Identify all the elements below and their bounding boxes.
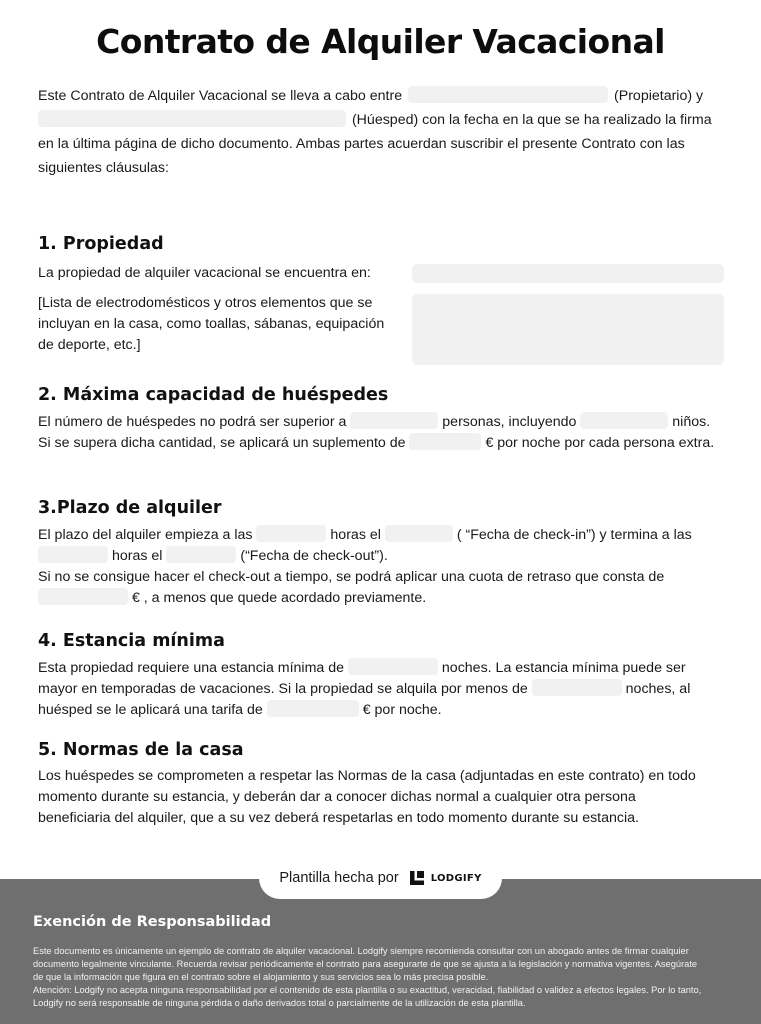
checkin-time-field[interactable]	[256, 525, 326, 542]
appliances-list-line-1: [Lista de electrodomésticos y otros elementos que se	[38, 295, 373, 311]
template-credit-label: Plantilla hecha por	[279, 870, 399, 886]
min-stay-text: € por noche.	[362, 702, 442, 718]
rental-period-line-4	[38, 588, 426, 609]
rental-period-line-2	[38, 546, 388, 567]
intro-line-3: en la última página de dicho documento. Ambas partes acuerdan suscribir el presente Contrato con las	[38, 136, 685, 152]
owner-name-field[interactable]	[408, 86, 608, 103]
disclaimer-line-5: Lodgify no será responsable de ninguna pérdida o daño derivados total o parcialmente de la utilización de esta plantilla.	[33, 998, 526, 1008]
disclaimer-line-3: de que la información que figura en el contrato sobre el alojamiento y sus servicios sea lo más precisa posible.	[33, 972, 489, 982]
rental-text: (“Fecha de check-out”).	[240, 548, 388, 564]
rental-period-line-3: Si no se consigue hacer el check-out a tiempo, se podrá aplicar una cuota de retraso que consta de	[38, 569, 665, 585]
min-stay-text: huésped se le aplicará una tarifa de	[38, 702, 263, 718]
minimum-stay-line-1	[38, 658, 686, 679]
intro-line-4: siguientes cláusulas:	[38, 160, 169, 176]
intro-text: (Propietario) y	[614, 88, 704, 104]
capacity-text: personas, incluyendo	[442, 414, 577, 430]
rental-text: El plazo del alquiler empieza a las	[38, 527, 253, 543]
short-stay-nights-field[interactable]	[532, 679, 622, 696]
capacity-line-2	[38, 433, 714, 454]
property-address-label: La propiedad de alquiler vacacional se encuentra en:	[38, 265, 371, 281]
disclaimer-title: Exención de Responsabilidad	[33, 914, 272, 930]
house-rules-line-1: Los huéspedes se comprometen a respetar las Normas de la casa (adjuntadas en este contrato) en todo	[38, 768, 696, 784]
minimum-stay-line-3	[38, 700, 442, 721]
min-stay-text: mayor en temporadas de vacaciones. Si la propiedad se alquila por menos de	[38, 681, 528, 697]
rental-period-line-1	[38, 525, 692, 546]
minimum-nights-field[interactable]	[348, 658, 438, 675]
lodgify-logo-icon	[409, 870, 425, 886]
rental-text: horas el	[111, 548, 163, 564]
children-count-field[interactable]	[580, 412, 668, 429]
capacity-text: Si se supera dicha cantidad, se aplicará un suplemento de	[38, 435, 406, 451]
disclaimer-line-2: documento legalmente vinculante. Recuerda revisar periódicamente el contrato para asegurarte de que se ajusta a la legislación y normativa vigentes. Asegúrate	[33, 959, 698, 969]
appliances-list-line-2: incluyan en la casa, como toallas, sábanas, equipación	[38, 316, 385, 332]
template-credit-badge[interactable]	[259, 857, 502, 899]
section-heading-property: 1. Propiedad	[38, 234, 164, 254]
house-rules-line-2: momento durante su estancia, y deberán dar a conocer dichas normal a cualquier otra persona	[38, 789, 636, 805]
intro-line-2	[38, 110, 712, 131]
capacity-text: niños.	[672, 414, 711, 430]
min-stay-text: Esta propiedad requiere una estancia mínima de	[38, 660, 345, 676]
minimum-stay-line-2	[38, 679, 690, 700]
checkout-date-field[interactable]	[166, 546, 236, 563]
lodgify-brand-text: LODGIFY	[430, 872, 482, 884]
min-stay-text: noches. La estancia mínima puede ser	[441, 660, 686, 676]
intro-line-1	[38, 86, 703, 107]
lodgify-logo	[409, 870, 482, 886]
extra-guest-fee-field[interactable]	[409, 433, 481, 450]
short-stay-rate-field[interactable]	[267, 700, 359, 717]
section-heading-rental-period: 3.Plazo de alquiler	[38, 498, 222, 518]
appliances-list-field[interactable]	[412, 294, 724, 365]
guest-name-field[interactable]	[38, 110, 346, 127]
checkin-date-field[interactable]	[385, 525, 453, 542]
intro-text: Este Contrato de Alquiler Vacacional se lleva a cabo entre	[38, 88, 403, 104]
capacity-text: € por noche por cada persona extra.	[485, 435, 715, 451]
page-title: Contrato de Alquiler Vacacional	[96, 22, 665, 61]
capacity-line-1	[38, 412, 710, 433]
section-heading-minimum-stay: 4. Estancia mínima	[38, 631, 225, 651]
intro-text: (Húesped) con la fecha en la que se ha realizado la firma	[351, 112, 712, 128]
checkout-time-field[interactable]	[38, 546, 108, 563]
section-heading-house-rules: 5. Normas de la casa	[38, 740, 244, 760]
capacity-text: El número de huéspedes no podrá ser superior a	[38, 414, 347, 430]
appliances-list-line-3: de deporte, etc.]	[38, 337, 141, 353]
property-address-field[interactable]	[412, 264, 724, 283]
max-guests-field[interactable]	[350, 412, 438, 429]
house-rules-line-3: beneficiaria del alquiler, que a su vez deberá respetarlas en todo momento durante su estancia.	[38, 810, 639, 826]
late-checkout-fee-field[interactable]	[38, 588, 128, 605]
section-heading-capacity: 2. Máxima capacidad de huéspedes	[38, 385, 389, 405]
rental-text: horas el	[330, 527, 381, 543]
rental-text: € , a menos que quede acordado previamente.	[131, 590, 427, 606]
disclaimer-line-1: Este documento es únicamente un ejemplo de contrato de alquiler vacacional. Lodgify siempre recomienda consultar con un abogado antes de firmar cualquier	[33, 946, 689, 956]
rental-text: ( “Fecha de check-in”) y termina a las	[456, 527, 692, 543]
min-stay-text: noches, al	[625, 681, 691, 697]
disclaimer-line-4: Atención: Lodgify no acepta ninguna responsabilidad por el contenido de esta plantilla o su exactitud, veracidad, fiabilidad o validez a efectos legales. Por lo tanto,	[33, 985, 702, 995]
